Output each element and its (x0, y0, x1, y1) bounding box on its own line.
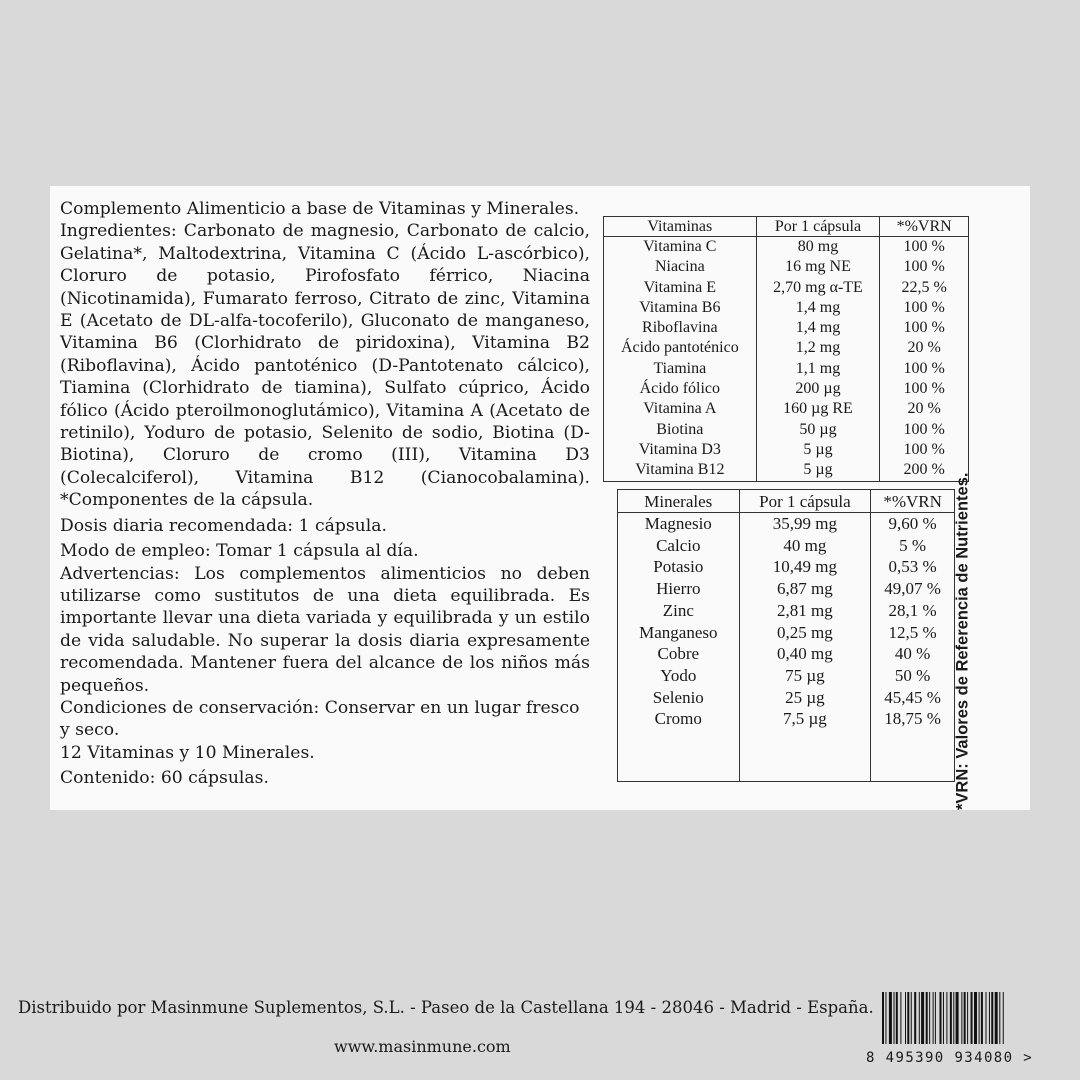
minerals-empty-cell (618, 730, 740, 781)
vitamins-cell-amount: 160 µg RE (756, 399, 880, 419)
vitamins-cell-vrn: 100 % (880, 379, 969, 399)
vitamins-row (604, 338, 969, 358)
vitamins-cell-vrn: 100 % (880, 359, 969, 379)
minerals-cell-amount: 7,5 µg (739, 708, 871, 730)
vitamins-cell-name: Riboflavina (604, 318, 757, 338)
barcode-bar (929, 992, 930, 1044)
minerals-cell-vrn: 40 % (871, 643, 955, 665)
minerals-cell-name: Magnesio (618, 513, 740, 535)
barcode-bar (971, 992, 973, 1044)
vitamins-cell-amount: 200 µg (756, 379, 880, 399)
barcode-bar (919, 992, 920, 1044)
barcode-bar (967, 992, 968, 1044)
vitamins-cell-amount: 2,70 mg α-TE (756, 278, 880, 298)
barcode-bar (979, 992, 980, 1044)
minerals-row (618, 513, 955, 535)
minerals-cell-vrn: 5 % (871, 535, 955, 557)
minerals-header-amount: Por 1 cápsula (739, 490, 871, 513)
vitamins-row (604, 237, 969, 258)
vitamins-row (604, 399, 969, 419)
vitamins-table (603, 216, 969, 482)
minerals-empty-cell (871, 730, 955, 781)
barcode-bar (905, 992, 906, 1044)
minerals-cell-name: Hierro (618, 578, 740, 600)
barcode-bar (914, 992, 916, 1044)
minerals-row (618, 578, 955, 600)
minerals-cell-name: Selenio (618, 687, 740, 709)
minerals-cell-amount: 6,87 mg (739, 578, 871, 600)
vitamins-row (604, 440, 969, 460)
distributor-text: Distribuido por Masinmune Suplementos, S.L. - Paseo de la Castellana 194 - 28046 - Madrid - España. (18, 998, 874, 1017)
barcode-bar (953, 992, 954, 1044)
minerals-row (618, 535, 955, 557)
minerals-header-vrn: *%VRN (871, 490, 955, 513)
minerals-cell-vrn: 18,75 % (871, 708, 955, 730)
vitamins-cell-amount: 5 µg (756, 460, 880, 481)
minerals-cell-amount: 10,49 mg (739, 556, 871, 578)
minerals-cell-name: Manganeso (618, 622, 740, 644)
minerals-header-row (618, 490, 955, 513)
barcode-bar (943, 992, 944, 1044)
barcode-bar (889, 992, 892, 1044)
minerals-cell-amount: 0,25 mg (739, 622, 871, 644)
vitamins-cell-vrn: 22,5 % (880, 278, 969, 298)
vitamins-cell-name: Vitamina C (604, 237, 757, 258)
barcode-bar (946, 992, 947, 1044)
vitamins-cell-vrn: 100 % (880, 420, 969, 440)
minerals-cell-amount: 35,99 mg (739, 513, 871, 535)
vitamins-cell-vrn: 20 % (880, 338, 969, 358)
minerals-cell-amount: 0,40 mg (739, 643, 871, 665)
vitamins-header-amount: Por 1 cápsula (756, 217, 880, 237)
minerals-row (618, 643, 955, 665)
barcode-bar (964, 992, 966, 1044)
minerals-cell-amount: 2,81 mg (739, 600, 871, 622)
minerals-cell-vrn: 28,1 % (871, 600, 955, 622)
vitamins-header-name: Vitaminas (604, 217, 757, 237)
vitamins-row (604, 298, 969, 318)
vitamins-cell-name: Vitamina B6 (604, 298, 757, 318)
vitamins-cell-name: Tiamina (604, 359, 757, 379)
vitamins-row (604, 420, 969, 440)
vitamins-cell-vrn: 20 % (880, 399, 969, 419)
vitamins-cell-vrn: 100 % (880, 257, 969, 277)
minerals-row (618, 556, 955, 578)
barcode-bar (1003, 992, 1004, 1044)
vitamins-row (604, 460, 969, 481)
vitamins-cell-vrn: 100 % (880, 237, 969, 258)
vitamins-row (604, 278, 969, 298)
minerals-cell-name: Cobre (618, 643, 740, 665)
minerals-cell-vrn: 50 % (871, 665, 955, 687)
barcode-bar (921, 992, 924, 1044)
vitamins-cell-name: Biotina (604, 420, 757, 440)
minerals-cell-amount: 25 µg (739, 687, 871, 709)
barcode-bar (995, 992, 998, 1044)
vitamins-cell-vrn: 100 % (880, 440, 969, 460)
minerals-cell-vrn: 0,53 % (871, 556, 955, 578)
minerals-table (617, 489, 955, 782)
vrn-footnote: *VRN: Valores de Referencia de Nutrientes. (953, 472, 972, 810)
vitamins-cell-vrn: 100 % (880, 318, 969, 338)
vitamins-cell-name: Vitamina D3 (604, 440, 757, 460)
barcode-bar (974, 992, 977, 1044)
content-text: Contenido: 60 cápsulas. (60, 768, 269, 789)
vitamins-cell-amount: 80 mg (756, 237, 880, 258)
vitamins-cell-name: Vitamina A (604, 399, 757, 419)
barcode-bar (926, 992, 928, 1044)
vitamins-cell-amount: 1,2 mg (756, 338, 880, 358)
barcode-bar (940, 992, 942, 1044)
barcode-bar (991, 992, 993, 1044)
minerals-empty-cell (739, 730, 871, 781)
vitamins-cell-vrn: 100 % (880, 298, 969, 318)
usage-text: Modo de empleo: Tomar 1 cápsula al día. (60, 541, 419, 562)
minerals-row (618, 708, 955, 730)
minerals-cell-name: Calcio (618, 535, 740, 557)
barcode-bar (935, 992, 936, 1044)
minerals-cell-vrn: 12,5 % (871, 622, 955, 644)
vitamins-cell-amount: 1,4 mg (756, 298, 880, 318)
vitamins-cell-amount: 1,4 mg (756, 318, 880, 338)
barcode-bar (894, 992, 895, 1044)
minerals-cell-vrn: 49,07 % (871, 578, 955, 600)
vitamins-row (604, 257, 969, 277)
minerals-cell-name: Cromo (618, 708, 740, 730)
summary-text: 12 Vitaminas y 10 Minerales. (60, 742, 315, 763)
vitamins-cell-name: Vitamina E (604, 278, 757, 298)
minerals-row (618, 622, 955, 644)
barcode-bar (999, 992, 1000, 1044)
vitamins-cell-name: Ácido pantoténico (604, 338, 757, 358)
ingredients-text: Ingredientes: Carbonato de magnesio, Carbonato de calcio, Gelatina*, Maltodextrina, Vitamina C (Ácido L-ascórbico), Cloruro de potasio, Pirofosfato férrico, Niacina (Nicotinamida), Fumarato ferroso, Citrato de zinc, Vitamina E (Acetato de DL-alfa-tocoferilo), Gluconato de manganeso, Vitamina B6 (Clorhidrato de piridoxina), Vitamina B2 (Riboflavina), Ácido pantoténico (D-Pantotenato cálcico), Tiamina (Clorhidrato de tiamina), Sulfato cúprico, Ácido fólico (Ácido pteroilmonoglutámico), Vitamina A (Acetato de retinilo), Yoduro de potasio, Selenito de sodio, Biotina (D-Biotina), Cloruro de cromo (III), Vitamina D3 (Colecalciferol), Vitamina B12 (Cianocobalamina). *Componentes de la cápsula. (60, 221, 590, 511)
vitamins-row (604, 318, 969, 338)
vitamins-header-vrn: *%VRN (880, 217, 969, 237)
barcode-bar (933, 992, 934, 1044)
vitamins-header-row (604, 217, 969, 237)
barcode-bar (950, 992, 952, 1044)
barcode-image (882, 992, 1042, 1044)
vitamins-cell-name: Ácido fólico (604, 379, 757, 399)
vitamins-cell-amount: 16 mg NE (756, 257, 880, 277)
minerals-cell-amount: 75 µg (739, 665, 871, 687)
minerals-row (618, 665, 955, 687)
barcode-bar (885, 992, 886, 1044)
vitamins-cell-amount: 50 µg (756, 420, 880, 440)
minerals-cell-vrn: 45,45 % (871, 687, 955, 709)
product-description: Complemento Alimenticio a base de Vitaminas y Minerales. (60, 199, 580, 219)
daily-dose-text: Dosis diaria recomendada: 1 cápsula. (60, 515, 387, 536)
minerals-cell-name: Potasio (618, 556, 740, 578)
vitamins-cell-name: Niacina (604, 257, 757, 277)
minerals-empty-row (618, 730, 955, 781)
warnings-text: Advertencias: Los complementos alimenticios no deben utilizarse como sustitutos de una dieta equilibrada. Es importante llevar una dieta variada y equilibrada y un estilo de vida saludable. No superar la dosis diaria expresamente recomendada. Mantener fuera del alcance de los niños más pequeños. (60, 563, 590, 696)
minerals-header-name: Minerales (618, 490, 740, 513)
minerals-row (618, 600, 955, 622)
barcode-bar (911, 992, 912, 1044)
barcode-bar (986, 992, 987, 1044)
vitamins-row (604, 359, 969, 379)
vitamins-row (604, 379, 969, 399)
vitamins-cell-vrn: 200 % (880, 460, 969, 481)
vitamins-cell-amount: 5 µg (756, 440, 880, 460)
barcode-bar (956, 992, 959, 1044)
vitamins-cell-amount: 1,1 mg (756, 359, 880, 379)
barcode-bar (961, 992, 962, 1044)
product-label (50, 186, 1030, 810)
minerals-cell-name: Zinc (618, 600, 740, 622)
barcode-bar (900, 992, 901, 1044)
minerals-cell-name: Yodo (618, 665, 740, 687)
minerals-cell-vrn: 9,60 % (871, 513, 955, 535)
vitamins-cell-name: Vitamina B12 (604, 460, 757, 481)
minerals-row (618, 687, 955, 709)
barcode-bar (907, 992, 909, 1044)
storage-text: Condiciones de conservación: Conservar en un lugar fresco y seco. (60, 697, 580, 741)
barcode-bar (896, 992, 898, 1044)
label-text-block (60, 198, 590, 790)
minerals-cell-amount: 40 mg (739, 535, 871, 557)
barcode-bar (989, 992, 990, 1044)
barcode-number: 8 495390 934080 > (866, 1050, 1034, 1066)
barcode-bar (882, 992, 884, 1044)
barcode-bar (981, 992, 983, 1044)
website-text: www.masinmune.com (334, 1037, 511, 1056)
